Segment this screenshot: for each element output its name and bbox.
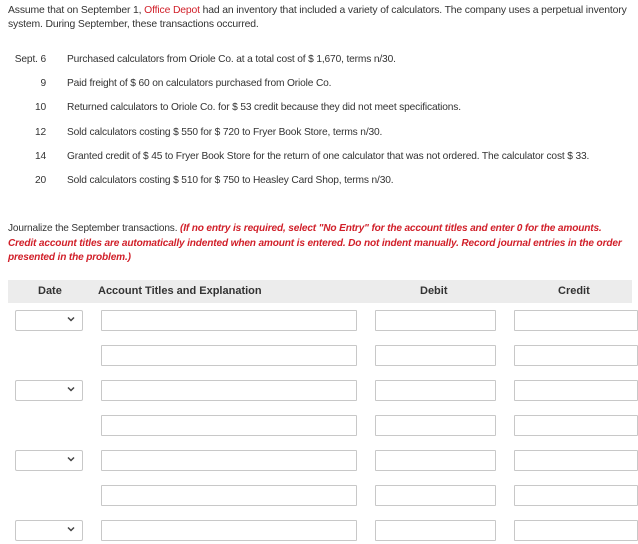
credit-input[interactable] xyxy=(514,415,638,436)
transaction-date: 20 xyxy=(34,174,46,186)
intro-text-end: had an inventory that included a variety of calculators. The company uses a perpetual inventory system. During September, these transactions occurred. xyxy=(8,5,627,30)
debit-input[interactable] xyxy=(375,415,496,436)
intro-text-start: Assume that on September 1, xyxy=(8,5,145,16)
transaction-description: Granted credit of $ 45 to Fryer Book Store for the return of one calculator that was not ordered. The calculator cost $ 33. xyxy=(67,150,590,162)
account-title-input[interactable] xyxy=(101,345,357,366)
date-dropdown[interactable] xyxy=(15,520,83,541)
account-title-input[interactable] xyxy=(101,520,357,541)
transaction-description: Paid freight of $ 60 on calculators purchased from Oriole Co. xyxy=(67,78,332,90)
transaction-date: 14 xyxy=(34,150,46,162)
chevron-down-icon xyxy=(66,384,76,394)
journal-row xyxy=(0,415,638,439)
transaction-row xyxy=(0,148,638,172)
credit-input[interactable] xyxy=(514,450,638,471)
debit-column-header: Debit xyxy=(420,285,448,297)
debit-input[interactable] xyxy=(375,520,496,541)
debit-input[interactable] xyxy=(375,380,496,401)
debit-input[interactable] xyxy=(375,485,496,506)
debit-input[interactable] xyxy=(375,450,496,471)
transaction-row xyxy=(0,99,638,123)
account-title-input[interactable] xyxy=(101,450,357,471)
credit-input[interactable] xyxy=(514,345,638,366)
transaction-date: 12 xyxy=(34,126,46,138)
transaction-row xyxy=(0,124,638,148)
company-name: Office Depot xyxy=(144,5,200,16)
credit-column-header: Credit xyxy=(558,285,590,297)
transaction-row xyxy=(0,172,638,196)
instructions xyxy=(8,222,628,266)
credit-input[interactable] xyxy=(514,310,638,331)
journal-row xyxy=(0,345,638,369)
journal-row xyxy=(0,520,638,544)
instructions-text: Journalize the September transactions. xyxy=(8,223,181,234)
transaction-description: Sold calculators costing $ 510 for $ 750 to Heasley Card Shop, terms n/30. xyxy=(67,174,394,186)
journal-header xyxy=(8,280,632,303)
chevron-down-icon xyxy=(66,314,76,324)
journal-row xyxy=(0,485,638,509)
date-dropdown[interactable] xyxy=(15,310,83,331)
credit-input[interactable] xyxy=(514,380,638,401)
journal-row xyxy=(0,450,638,474)
account-title-input[interactable] xyxy=(101,485,357,506)
account-title-input[interactable] xyxy=(101,380,357,401)
transaction-row xyxy=(0,51,638,75)
journal-row xyxy=(0,380,638,404)
transaction-description: Returned calculators to Oriole Co. for $ 53 credit because they did not meet specifications. xyxy=(67,102,461,114)
transaction-description: Sold calculators costing $ 550 for $ 720 to Fryer Book Store, terms n/30. xyxy=(67,126,383,138)
transaction-date: 10 xyxy=(34,102,46,114)
transaction-row xyxy=(0,75,638,99)
chevron-down-icon xyxy=(66,454,76,464)
transaction-date: 9 xyxy=(40,78,46,90)
debit-input[interactable] xyxy=(375,345,496,366)
account-column-header: Account Titles and Explanation xyxy=(98,285,262,297)
instructions-note: (If no entry is required, select "No Entry" for the account titles and enter 0 for the amounts. Credit account titles are automatically indented when amount is entered. Do not indent manually. Record journal entries in the order presented in the problem.) xyxy=(8,223,622,263)
date-column-header: Date xyxy=(38,285,62,297)
transaction-description: Purchased calculators from Oriole Co. at a total cost of $ 1,670, terms n/30. xyxy=(67,54,396,65)
journal-row xyxy=(0,310,638,334)
debit-input[interactable] xyxy=(375,310,496,331)
credit-input[interactable] xyxy=(514,520,638,541)
transactions-list xyxy=(0,51,638,196)
account-title-input[interactable] xyxy=(101,415,357,436)
account-title-input[interactable] xyxy=(101,310,357,331)
date-dropdown[interactable] xyxy=(15,450,83,471)
date-dropdown[interactable] xyxy=(15,380,83,401)
transaction-date: Sept. 6 xyxy=(14,54,46,65)
problem-intro xyxy=(8,4,630,32)
credit-input[interactable] xyxy=(514,485,638,506)
